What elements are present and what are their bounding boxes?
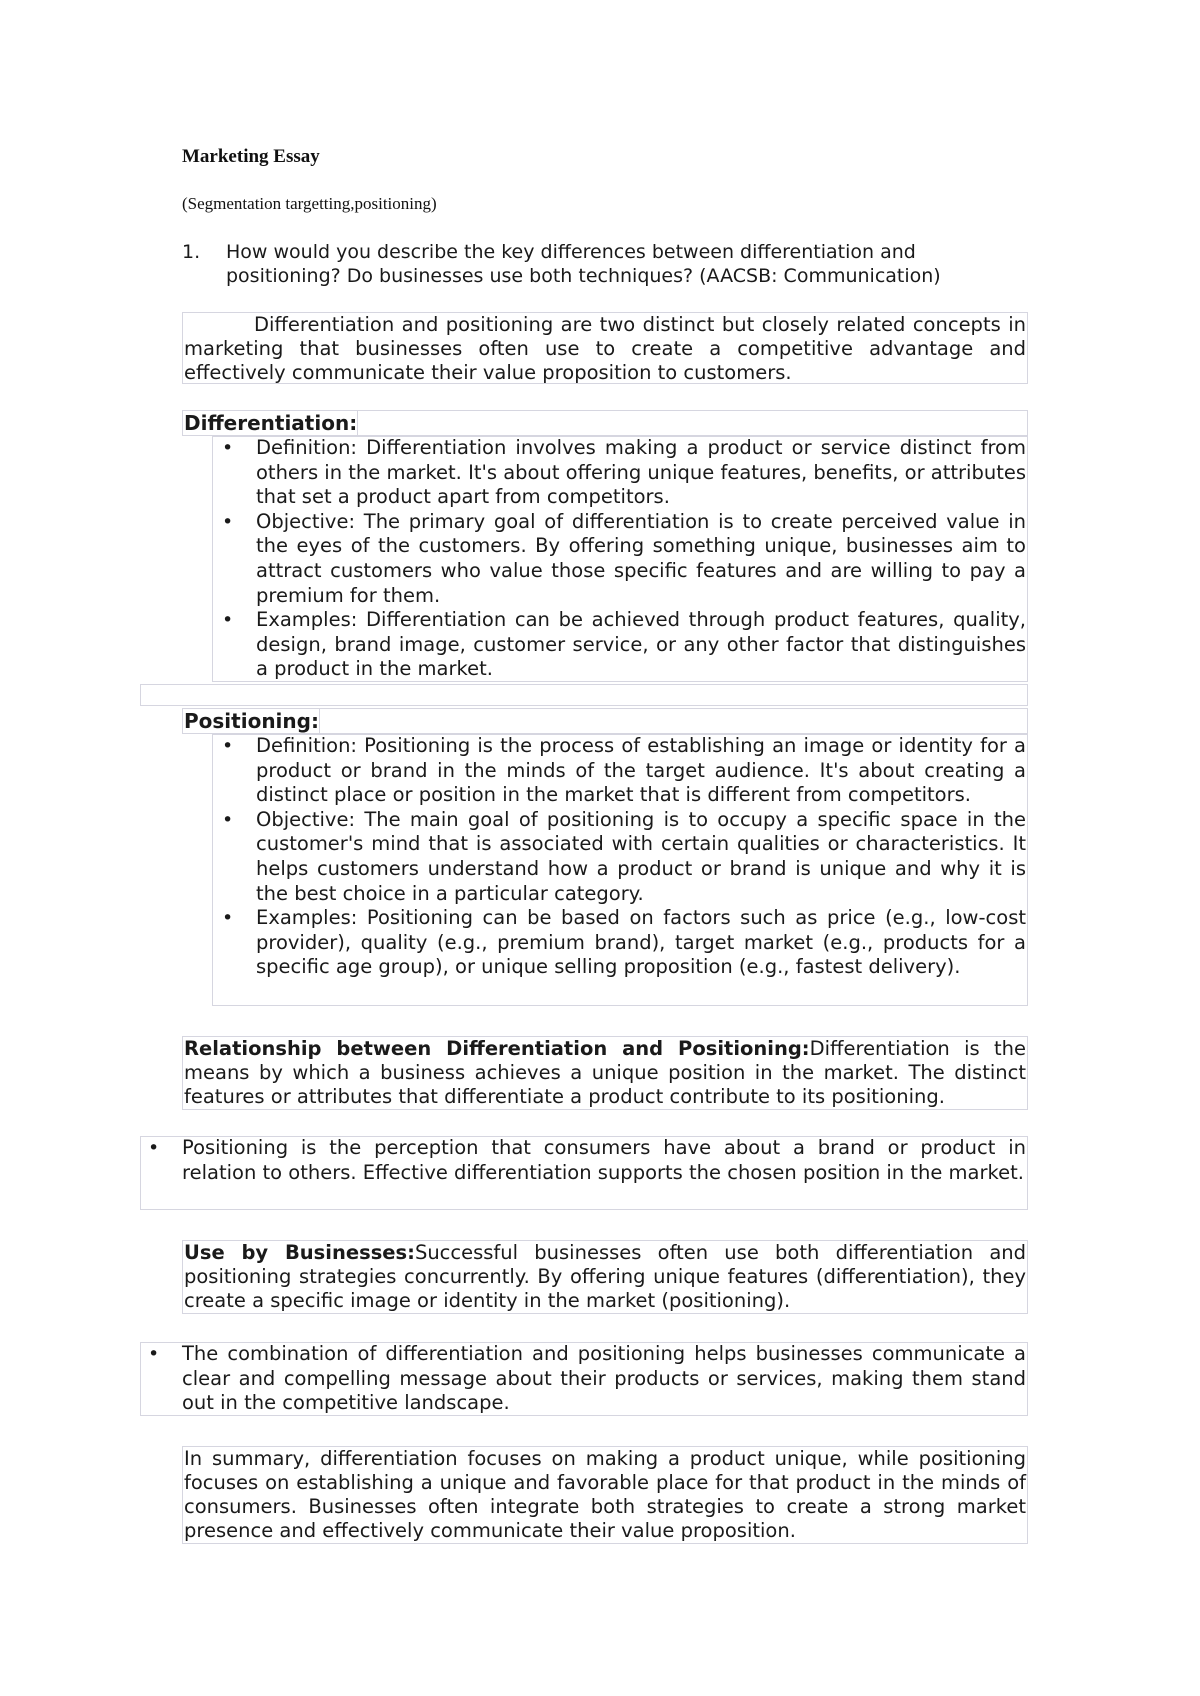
bullet-icon: •: [222, 907, 234, 930]
document-title: Marketing Essay: [182, 146, 320, 167]
list-item-text: The combination of differentiation and positioning helps businesses communicate a clear and compelling message about their products or services, making them stand out in the competitive landscape.: [182, 1342, 1026, 1415]
list-item-text: Positioning is the perception that consumers have about a brand or product in relation to others. Effective differentiation supports the chosen position in the market.: [182, 1136, 1026, 1184]
list-item: [222, 734, 1026, 808]
question-item: [182, 240, 982, 288]
use-by-businesses-box: [182, 1240, 1028, 1314]
list-item: [222, 436, 1026, 510]
bullet-icon: •: [148, 1343, 160, 1365]
intro-paragraph: Differentiation and positioning are two distinct but closely related concepts in marketing that businesses often use to create a competitive advantage and effectively communicate their value proposition to customers.: [184, 313, 1026, 384]
summary-box: [182, 1446, 1028, 1544]
summary-paragraph: In summary, differentiation focuses on making a product unique, while positioning focuses on establishing a unique and favorable place for that product in the minds of consumers. Businesses often integrate both strategies to create a strong market presence and effectively communicate their value proposition.: [184, 1447, 1026, 1542]
differentiation-heading-box: [182, 410, 358, 436]
list-item-text: Objective: The primary goal of differentiation is to create perceived value in the eyes of the customers. By offering something unique, businesses aim to attract customers who value those specific features and are willing to pay a premium for them.: [256, 509, 1026, 607]
use-by-businesses-paragraph: [183, 1241, 1027, 1313]
document-subtitle: (Segmentation targetting,positioning): [182, 194, 437, 213]
use-by-businesses-label: Use by Businesses:: [184, 1241, 415, 1264]
list-item-text: Definition: Positioning is the process of establishing an image or identity for a product or brand in the minds of the target audience. It's about creating a distinct place or position in the market that is different from competitors.: [256, 734, 1026, 807]
positioning-list: [222, 734, 1026, 980]
intro-box: [182, 312, 1028, 384]
use-by-businesses-text: Successful businesses often use both differentiation and positioning strategies concurrently. By offering unique features (differentiation), they create a specific image or identity in the market (positioning).: [184, 1241, 1026, 1312]
differentiation-heading: Differentiation:: [184, 411, 358, 435]
list-item: [148, 1342, 1026, 1416]
empty-row: [140, 684, 1028, 706]
question-text: How would you describe the key differences between differentiation and positioning? Do businesses use both techniques? (AACSB: Communication): [226, 241, 941, 287]
positioning-heading-row-border: [320, 708, 1028, 734]
list-item: [148, 1136, 1026, 1185]
question-number: 1.: [182, 241, 201, 263]
relationship-paragraph: [183, 1037, 1027, 1109]
list-item-text: Objective: The main goal of positioning is to occupy a specific space in the customer's mind that is associated with certain qualities or characteristics. It helps customers understand how a product or brand is unique and why it is the best choice in a particular category.: [256, 807, 1026, 905]
bullet-icon: •: [222, 437, 234, 459]
list-item: [222, 608, 1026, 682]
relationship-text: Differentiation is the means by which a business achieves a unique position in the market. The distinct features or attributes that differentiate a product contribute to its positioning.: [184, 1037, 1026, 1108]
relationship-box: [182, 1036, 1028, 1110]
bullet-icon: •: [222, 735, 234, 757]
relationship-label: Relationship between Differentiation and Positioning:: [184, 1037, 810, 1060]
list-item: [222, 906, 1026, 980]
list-item-text: Definition: Differentiation involves making a product or service distinct from others in the market. It's about offering unique features, benefits, or attributes that set a product apart from competitors.: [256, 436, 1026, 509]
relationship-bullet-list: [148, 1136, 1026, 1185]
use-by-businesses-bullet-list: [148, 1342, 1026, 1416]
list-item: [222, 807, 1026, 906]
list-item-text: Examples: Positioning can be based on factors such as price (e.g., low-cost provider), quality (e.g., premium brand), target market (e.g., products for a specific age group), or unique selling proposition (e.g., fastest delivery).: [256, 906, 1026, 979]
bullet-icon: •: [222, 808, 234, 831]
positioning-heading-box: [182, 708, 320, 734]
differentiation-heading-row-border: [358, 410, 1028, 436]
bullet-icon: •: [222, 609, 234, 632]
differentiation-list: [222, 436, 1026, 682]
bullet-icon: •: [222, 510, 234, 533]
list-item: [222, 509, 1026, 608]
bullet-icon: •: [148, 1137, 160, 1159]
positioning-heading: Positioning:: [184, 709, 319, 733]
list-item-text: Examples: Differentiation can be achieved through product features, quality, design, brand image, customer service, or any other factor that distinguishes a product in the market.: [256, 608, 1026, 681]
